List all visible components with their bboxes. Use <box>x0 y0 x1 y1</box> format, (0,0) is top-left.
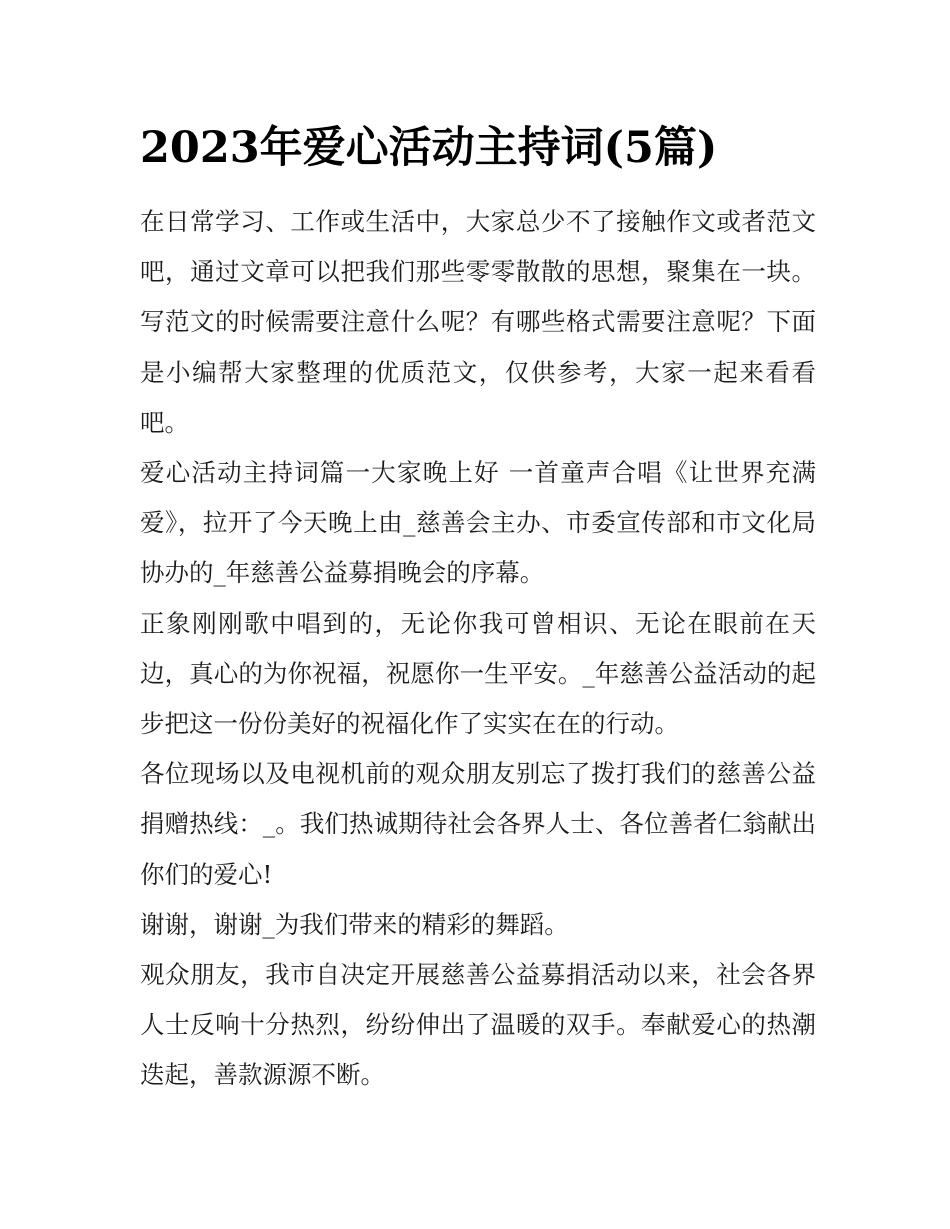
paragraph: 正象刚刚歌中唱到的，无论你我可曾相识、无论在眼前在天边，真心的为你祝福，祝愿你一生平安。_年慈善公益活动的起步把这一份份美好的祝福化作了实实在在的行动。 <box>140 608 816 739</box>
paragraph: 谢谢，谢谢_为我们带来的精彩的舞蹈。 <box>140 909 569 939</box>
intro-paragraph: 在日常学习、工作或生活中，大家总少不了接触作文或者范文吧，通过文章可以把我们那些零零散散的思想，聚集在一块。写范文的时候需要注意什么呢？有哪些格式需要注意呢？下面是小编帮大家整理的优质范文，仅供参考，大家一起来看看吧。 <box>140 207 816 437</box>
paragraph: 观众朋友，我市自决定开展慈善公益募捐活动以来，社会各界人士反响十分热烈，纷纷伸出了温暖的双手。奉献爱心的热潮迭起，善款源源不断。 <box>140 960 816 1090</box>
paragraph: 爱心活动主持词篇一大家晚上好 一首童声合唱《让世界充满爱》，拉开了今天晚上由_慈善会主办、市委宣传部和市文化局协办的_年慈善公益募捐晚会的序幕。 <box>140 458 816 588</box>
document-title: 2023年爱心活动主持词(5篇) <box>140 123 718 173</box>
document-body <box>140 197 816 1101</box>
paragraph: 各位现场以及电视机前的观众朋友别忘了拨打我们的慈善公益捐赠热线：_。我们热诚期待社会各界人士、各位善者仁翁献出你们的爱心! <box>140 759 816 889</box>
